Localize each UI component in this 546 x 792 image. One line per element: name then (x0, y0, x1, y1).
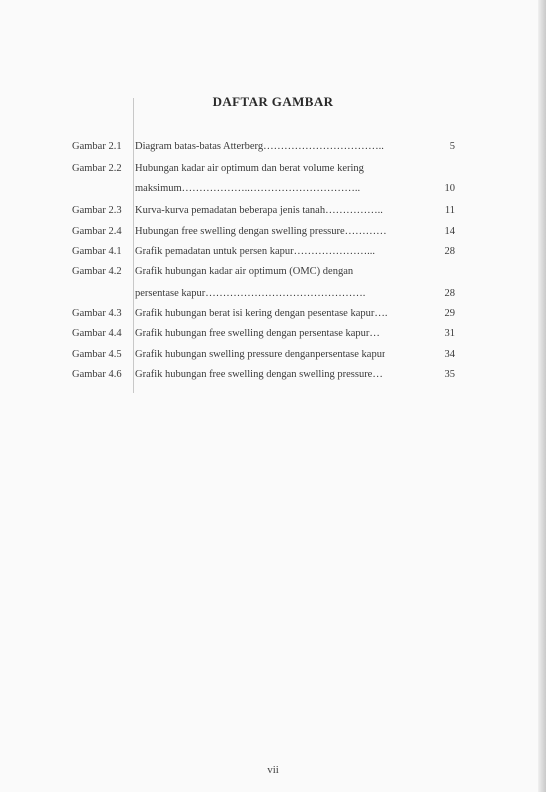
figure-label: Gambar 4.1 (72, 246, 122, 257)
figure-label: Gambar 4.3 (72, 308, 122, 319)
figure-caption: Hubungan kadar air optimum dan berat volume kering (135, 163, 364, 174)
page-title: DAFTAR GAMBAR (212, 94, 334, 109)
scan-margin-line (133, 98, 134, 393)
figure-caption: Grafik hubungan free swelling dengan swelling pressure… (135, 369, 383, 380)
figure-page-number: 11 (444, 205, 455, 216)
figure-label: Gambar 4.2 (72, 266, 122, 277)
figure-label: Gambar 4.4 (72, 328, 122, 339)
figure-page-number: 34 (444, 349, 455, 360)
figure-caption: Grafik hubungan free swelling dengan persentase kapur… (135, 328, 380, 339)
figure-caption: Grafik hubungan swelling pressure denganpersentase kapur (135, 349, 386, 360)
figure-caption: Diagram batas-batas Atterberg…………………………….. (135, 141, 384, 152)
page-number: vii (267, 764, 279, 776)
figure-caption: Grafik hubungan kadar air optimum (OMC) dengan (135, 266, 354, 277)
figure-label: Gambar 2.2 (72, 163, 122, 174)
figure-label: Gambar 2.4 (72, 226, 122, 237)
figure-page-number: 31 (444, 328, 455, 339)
figure-caption: Grafik pemadatan untuk persen kapur…………………... (135, 246, 375, 257)
figure-page-number: 35 (444, 369, 455, 380)
figure-page-number: 29 (444, 308, 455, 319)
figure-label: Gambar 2.3 (72, 205, 122, 216)
figure-page-number: 10 (444, 183, 455, 194)
figure-caption: Hubungan free swelling dengan swelling pressure………… (135, 226, 387, 237)
figure-page-number: 28 (444, 288, 455, 299)
figure-page-number: 5 (449, 141, 455, 152)
figure-label: Gambar 2.1 (72, 141, 122, 152)
figure-page-number: 28 (444, 246, 455, 257)
figure-page-number: 14 (444, 226, 455, 237)
scan-edge (538, 0, 546, 792)
figure-label: Gambar 4.6 (72, 369, 122, 380)
figure-caption-continued: persentase kapur………………………………………. (135, 288, 366, 299)
figure-caption-continued: maksimum………………..………………………….. (135, 183, 361, 194)
figure-caption: Kurva-kurva pemadatan beberapa jenis tanah…………….. (135, 205, 383, 216)
figure-label: Gambar 4.5 (72, 349, 122, 360)
figure-caption: Grafik hubungan berat isi kering dengan pesentase kapur…. (135, 308, 388, 319)
